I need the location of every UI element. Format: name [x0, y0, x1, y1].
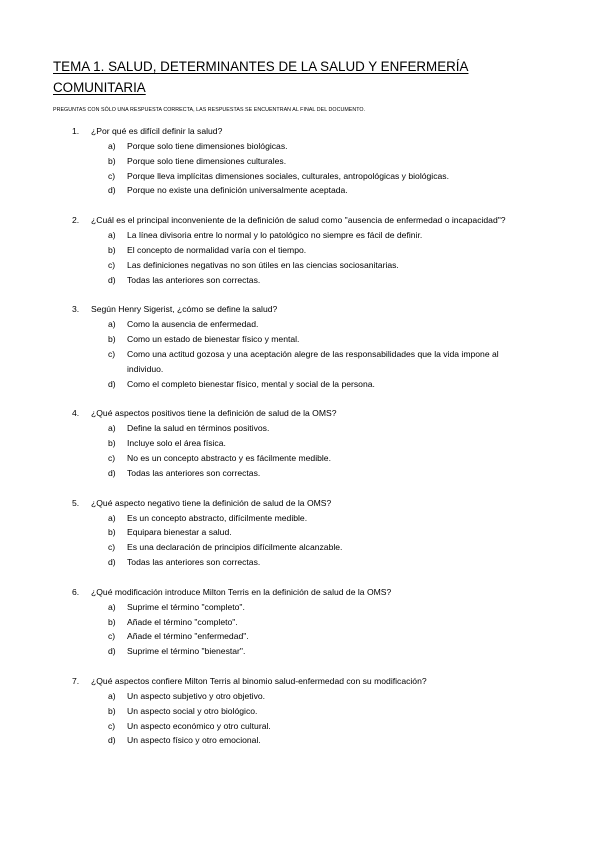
- question-number: 2.: [72, 215, 80, 226]
- option-letter: a): [108, 601, 116, 612]
- option-text: Añade el término "enfermedad".: [127, 631, 249, 642]
- question-number: 1.: [72, 126, 80, 136]
- question-text: [0, 124, 523, 139]
- answer-option: [0, 629, 517, 644]
- answer-option: [0, 421, 517, 436]
- answer-option: [0, 183, 517, 198]
- option-text: Un aspecto físico y otro emocional.: [127, 735, 261, 746]
- question-item: [0, 406, 599, 480]
- question-label: ¿Qué modificación introduce Milton Terris en la definición de salud de la OMS?: [91, 586, 392, 597]
- question-label: ¿Por qué es difícil definir la salud?: [91, 126, 223, 136]
- option-text: La línea divisoria entre lo normal y lo patológico no siempre es fácil de definir.: [127, 230, 423, 241]
- option-list: [0, 421, 599, 480]
- option-letter: a): [108, 230, 116, 241]
- answer-option: [0, 704, 517, 719]
- answer-option: [0, 466, 517, 481]
- question-label: Según Henry Sigerist, ¿cómo se define la salud?: [91, 304, 278, 315]
- option-letter: b): [108, 438, 116, 449]
- option-text: Porque solo tiene dimensiones biológicas.: [127, 141, 288, 151]
- option-letter: c): [108, 542, 116, 553]
- option-text: Un aspecto social y otro biológico.: [127, 705, 258, 716]
- answer-option: [0, 511, 517, 526]
- answer-option: [0, 154, 517, 169]
- answer-option: [0, 377, 517, 392]
- option-letter: c): [108, 720, 116, 731]
- option-letter: a): [108, 423, 116, 434]
- option-letter: b): [108, 244, 116, 255]
- question-item: [0, 302, 599, 391]
- answer-option: [0, 600, 517, 615]
- question-number: 3.: [72, 304, 80, 315]
- question-label: ¿Qué aspectos positivos tiene la definición de salud de la OMS?: [91, 408, 337, 419]
- option-letter: a): [108, 319, 116, 330]
- option-text: No es un concepto abstracto y es fácilmente medible.: [127, 452, 331, 463]
- option-letter: d): [108, 467, 116, 478]
- question-text: [0, 302, 523, 317]
- question-text: [0, 213, 523, 228]
- option-letter: d): [108, 274, 116, 285]
- question-label: ¿Cuál es el principal inconveniente de la definición de salud como "ausencia de enfermedad o incapacidad"?: [91, 215, 506, 226]
- question-item: [0, 585, 599, 659]
- option-text: Todas las anteriores son correctas.: [127, 274, 261, 285]
- answer-option: [0, 228, 517, 243]
- option-list: [0, 317, 599, 391]
- document-subtitle: PREGUNTAS CON SÓLO UNA RESPUESTA CORRECTA, LAS RESPUESTAS SE ENCUENTRAN AL FINAL DEL DOCUMENTO.: [53, 107, 366, 113]
- option-text: Incluye solo el área física.: [127, 438, 226, 449]
- option-letter: b): [108, 527, 116, 538]
- question-item: [0, 496, 599, 570]
- question-text: [0, 496, 523, 511]
- option-letter: d): [108, 378, 116, 389]
- option-text: El concepto de normalidad varía con el tiempo.: [127, 244, 307, 255]
- option-text: Un aspecto económico y otro cultural.: [127, 720, 271, 731]
- option-letter: c): [108, 452, 116, 463]
- answer-option: [0, 347, 517, 377]
- option-text: Como una actitud gozosa y una aceptación alegre de las responsabilidades que la vida impone al individuo.: [127, 348, 499, 374]
- option-letter: b): [108, 616, 116, 627]
- answer-option: [0, 332, 517, 347]
- option-list: [0, 228, 599, 287]
- answer-option: [0, 451, 517, 466]
- question-number: 5.: [72, 497, 80, 508]
- option-letter: d): [108, 735, 116, 746]
- option-text: Como un estado de bienestar físico y mental.: [127, 334, 300, 345]
- option-list: [0, 139, 599, 198]
- answer-option: [0, 733, 517, 748]
- option-letter: c): [108, 631, 116, 642]
- question-label: ¿Qué aspectos confiere Milton Terris al binomio salud-enfermedad con su modificación?: [91, 675, 427, 686]
- answer-option: [0, 139, 517, 154]
- question-number: 6.: [72, 586, 80, 597]
- question-label: ¿Qué aspecto negativo tiene la definición de salud de la OMS?: [91, 497, 332, 508]
- option-letter: b): [108, 705, 116, 716]
- answer-option: [0, 555, 517, 570]
- answer-option: [0, 317, 517, 332]
- answer-option: [0, 540, 517, 555]
- question-item: [0, 213, 599, 287]
- document-title: TEMA 1. SALUD, DETERMINANTES DE LA SALUD Y ENFERMERÍA COMUNITARIA: [53, 59, 469, 95]
- answer-option: [0, 273, 517, 288]
- option-text: Define la salud en términos positivos.: [127, 423, 270, 434]
- option-list: [0, 600, 599, 659]
- answer-option: [0, 644, 517, 659]
- option-text: Porque solo tiene dimensiones culturales.: [127, 155, 287, 166]
- answer-option: [0, 243, 517, 258]
- option-letter: d): [108, 646, 116, 657]
- answer-option: [0, 689, 517, 704]
- option-text: Un aspecto subjetivo y otro objetivo.: [127, 690, 266, 701]
- question-number: 7.: [72, 675, 80, 686]
- question-text: [0, 406, 523, 421]
- answer-option: [0, 436, 517, 451]
- option-letter: b): [108, 155, 116, 166]
- option-text: Suprime el término "completo".: [127, 601, 245, 612]
- answer-option: [0, 615, 517, 630]
- option-letter: a): [108, 512, 116, 523]
- option-text: Porque no existe una definición universalmente aceptada.: [127, 185, 348, 196]
- option-letter: b): [108, 334, 116, 345]
- answer-option: [0, 169, 517, 184]
- option-list: [0, 689, 599, 748]
- option-text: Es un concepto abstracto, difícilmente medible.: [127, 512, 308, 523]
- question-text: [0, 674, 523, 689]
- option-text: Todas las anteriores son correctas.: [127, 467, 261, 478]
- option-text: Las definiciones negativas no son útiles en las ciencias sociosanitarias.: [127, 259, 399, 270]
- question-number: 4.: [72, 408, 80, 419]
- option-letter: c): [108, 259, 116, 270]
- option-list: [0, 511, 599, 570]
- option-text: Todas las anteriores son correctas.: [127, 556, 261, 567]
- option-text: Añade el término "completo".: [127, 616, 238, 627]
- option-text: Es una declaración de principios difícilmente alcanzable.: [127, 542, 343, 553]
- option-text: Suprime el término "bienestar".: [127, 646, 246, 657]
- question-text: [0, 585, 523, 600]
- option-text: Como la ausencia de enfermedad.: [127, 319, 259, 330]
- option-text: Equipara bienestar a salud.: [127, 527, 232, 538]
- question-list: [0, 124, 599, 763]
- answer-option: [0, 258, 517, 273]
- question-item: [0, 674, 599, 748]
- option-letter: d): [108, 556, 116, 567]
- answer-option: [0, 525, 517, 540]
- option-letter: c): [108, 170, 116, 181]
- option-letter: d): [108, 185, 116, 196]
- answer-option: [0, 719, 517, 734]
- option-letter: a): [108, 690, 116, 701]
- option-letter: a): [108, 141, 116, 151]
- question-item: [0, 124, 599, 198]
- option-text: Como el completo bienestar físico, mental y social de la persona.: [127, 378, 375, 389]
- option-letter: c): [108, 348, 116, 359]
- option-text: Porque lleva implícitas dimensiones sociales, culturales, antropológicas y biológicas.: [127, 170, 449, 181]
